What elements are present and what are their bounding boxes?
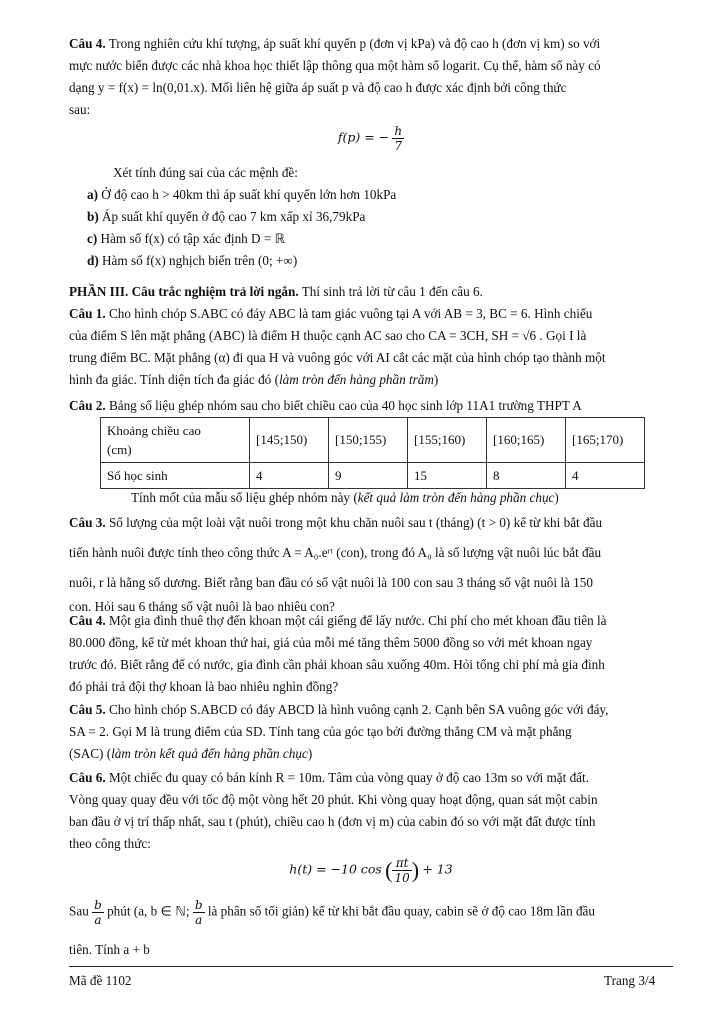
c3-line2: tiến hành nuôi được tính theo công thức A = A₀.eʳᵗ (con), trong đó A₀ là số lượng vật nuôi lúc bắt đầu bbox=[69, 545, 602, 560]
q4-frac-num: h bbox=[394, 124, 403, 138]
c3-line1: Số lượng của một loài vật nuôi trong một khu chăn nuôi sau t (tháng) (t > 0) kể từ khi bắt đầu bbox=[108, 515, 603, 530]
c4-line2: 80.000 đồng, kể từ mét khoan thứ hai, giá của mỗi mé tăng thêm 5000 đồng so với mét khoan ngay bbox=[69, 635, 593, 650]
table-row bbox=[101, 463, 645, 489]
q4-prompt: Xét tính đúng sai của các mệnh đề: bbox=[113, 165, 298, 180]
frac-den: a bbox=[195, 913, 203, 927]
c5-line3 bbox=[69, 743, 673, 765]
c6-formula-rhs: + 13 bbox=[422, 861, 453, 877]
c4-label: Câu 4. bbox=[69, 613, 106, 628]
c4-block bbox=[69, 610, 673, 698]
c1-line4-text: hình đa giác. Tính diện tích đa giác đó ( bbox=[69, 372, 279, 387]
c5-line1: Cho hình chóp S.ABCD có đáy ABCD là hình vuông cạnh 2. Cạnh bên SA vuông góc với đáy, bbox=[108, 702, 609, 717]
option-text: Hàm số f(x) nghịch biến trên (0; +∞) bbox=[102, 253, 298, 268]
q4-option-a bbox=[69, 184, 673, 206]
c4-line4: đó phải trả đội thợ khoan là bao nhiêu nghìn đồng? bbox=[69, 679, 339, 694]
c6-line5-a: Sau bbox=[69, 903, 89, 919]
q4-line4: sau: bbox=[69, 102, 91, 117]
row1-head-a: Khoảng chiều cao bbox=[107, 423, 201, 438]
option-key: b) bbox=[87, 209, 99, 224]
table-cell: 4 bbox=[250, 463, 329, 489]
option-text: Ở độ cao h > 40km thì áp suất khí quyển lớn hơn 10kPa bbox=[101, 187, 397, 202]
c6-line1: Một chiếc đu quay có bán kính R = 10m. Tâm của vòng quay ở độ cao 13m so với mặt đất. bbox=[108, 770, 589, 785]
c1-line3: trung điểm BC. Mặt phẳng (α) đi qua H và vuông góc với AI cắt các mặt của hình chóp tạo thành một bbox=[69, 350, 606, 365]
q4-option-b bbox=[69, 206, 673, 228]
c6-line3: ban đầu ở vị trí thấp nhất, sau t (phút), chiều cao h (đơn vị m) của cabin đó so với mặt đất được tính bbox=[69, 814, 596, 829]
c1-line2: của điểm S lên mặt phẳng (ABC) là điểm H thuộc cạnh AC sao cho CA = 3CH, SH = √6 . Gọi I là bbox=[69, 328, 587, 343]
c2-label: Câu 2. bbox=[69, 398, 106, 413]
option-key: a) bbox=[87, 187, 98, 202]
c6-line6: tiên. Tính a + b bbox=[69, 942, 150, 957]
fraction-b-over-a bbox=[193, 898, 205, 927]
c6-line5 bbox=[69, 898, 673, 927]
c6-block bbox=[69, 767, 673, 855]
fraction-b-over-a bbox=[92, 898, 104, 927]
q4-line2: mực nước biển được các nhà khoa học thiết lập thông qua một hàm số logarit. Cụ thể, hàm số này có bbox=[69, 58, 601, 73]
c6-frac-num: πt bbox=[392, 856, 411, 871]
c1-line4 bbox=[69, 369, 673, 391]
c5-note: làm tròn kết quả đến hàng phần chục bbox=[111, 746, 308, 761]
c1-note: làm tròn đến hàng phần trăm bbox=[278, 372, 434, 387]
c6-line5-b: phút (a, b ∈ ℕ; bbox=[107, 903, 190, 919]
frac-num: b bbox=[194, 898, 203, 912]
c1-line1: Cho hình chóp S.ABC có đáy ABC là tam giác vuông tại A với AB = 3, BC = 6. Hình chiếu bbox=[108, 306, 593, 321]
c2-intro bbox=[69, 395, 673, 417]
table-cell: [155;160) bbox=[408, 418, 487, 463]
table-cell: 8 bbox=[487, 463, 566, 489]
frac-num: b bbox=[94, 898, 102, 912]
option-key: d) bbox=[87, 253, 99, 268]
c6-label: Câu 6. bbox=[69, 770, 106, 785]
c2-caption-note: kết quả làm tròn đến hàng phần chục bbox=[357, 490, 555, 505]
table-cell: 4 bbox=[566, 463, 645, 489]
c6-line4: theo công thức: bbox=[69, 836, 151, 851]
c2-caption-text: Tính mốt của mẫu số liệu ghép nhóm này ( bbox=[131, 490, 358, 505]
table-cell: [150;155) bbox=[329, 418, 408, 463]
c2-text: Bảng số liệu ghép nhóm sau cho biết chiều cao của 40 học sinh lớp 11A1 trường THPT A bbox=[108, 398, 582, 413]
c5-label: Câu 5. bbox=[69, 702, 106, 717]
q4-formula-fraction bbox=[392, 124, 404, 153]
c5-line3-text: (SAC) ( bbox=[69, 746, 112, 761]
c1-line4-end: ) bbox=[433, 372, 439, 387]
exam-code: Mã đề 1102 bbox=[69, 973, 132, 988]
c3-line3: nuôi, r là hằng số dương. Biết rằng ban đầu có số vật nuôi là 100 con sau 3 tháng số vật nuôi là 150 bbox=[69, 575, 593, 590]
table-cell: 9 bbox=[329, 463, 408, 489]
c5-line3-end: ) bbox=[307, 746, 313, 761]
table-cell: 15 bbox=[408, 463, 487, 489]
footer-divider bbox=[69, 966, 673, 967]
page-number: Trang 3/4 bbox=[604, 973, 656, 988]
option-key: c) bbox=[87, 231, 98, 246]
table-header-cell bbox=[101, 418, 250, 463]
q4-line1: Trong nghiên cứu khí tượng, áp suất khí quyển p (đơn vị kPa) và độ cao h (đơn vị km) so với bbox=[108, 36, 601, 51]
q4-formula-lhs: f(p) = − bbox=[337, 129, 390, 145]
c3-line4: con. Hỏi sau 6 tháng số vật nuôi là bao nhiêu con? bbox=[69, 599, 335, 614]
q4-frac-den: 7 bbox=[394, 139, 403, 153]
c5-block bbox=[69, 699, 673, 765]
q4-line3: dạng y = f(x) = ln(0,01.x). Mối liên hệ giữa áp suất p và độ cao h được xác định bởi công thức bbox=[69, 80, 567, 95]
option-text: Hàm số f(x) có tập xác định D = ℝ bbox=[100, 231, 286, 246]
paren-close: ) bbox=[411, 857, 420, 883]
row1-head-b: (cm) bbox=[107, 442, 132, 457]
table-row bbox=[101, 418, 645, 463]
c1-label: Câu 1. bbox=[69, 306, 106, 321]
q4-option-c bbox=[69, 228, 673, 250]
c6-formula-fraction bbox=[392, 856, 411, 885]
part3-title: PHẦN III. Câu trắc nghiệm trả lời ngắn. bbox=[69, 284, 299, 299]
q4-label: Câu 4. bbox=[69, 36, 106, 51]
c6-formula-lhs: h(t) = −10 cos bbox=[289, 861, 382, 877]
q4-formula bbox=[69, 124, 673, 153]
c6-formula bbox=[69, 856, 673, 885]
table-header-cell: Số học sinh bbox=[101, 463, 250, 489]
c6-line5-c: là phân số tối giản) kể từ khi bắt đầu quay, cabin sẽ ở độ cao 18m lần đầu bbox=[207, 903, 596, 919]
grouped-data-table bbox=[100, 417, 645, 489]
c1-block bbox=[69, 303, 673, 391]
part3-heading bbox=[69, 281, 673, 303]
c6-line2: Vòng quay quay đều với tốc độ một vòng hết 20 phút. Khi vòng quay hoạt động, quan sát một cabin bbox=[69, 792, 598, 807]
c4-line3: trước đó. Biết rằng để có nước, gia đình cần phải khoan sâu xuống 40m. Hỏi tổng chi phí mà gia đình bbox=[69, 657, 605, 672]
table-cell: [165;170) bbox=[566, 418, 645, 463]
table-cell: [145;150) bbox=[250, 418, 329, 463]
c4-line1: Một gia đình thuê thợ đến khoan một cái giếng để lấy nước. Chi phí cho mét khoan đầu tiên là bbox=[108, 613, 607, 628]
c2-caption-end: ) bbox=[554, 490, 559, 505]
table-cell: [160;165) bbox=[487, 418, 566, 463]
paren-open: ( bbox=[385, 857, 393, 883]
c6-frac-den: 10 bbox=[394, 871, 410, 885]
frac-den: a bbox=[94, 913, 102, 927]
c3-label: Câu 3. bbox=[69, 515, 106, 530]
c5-line2: SA = 2. Gọi M là trung điểm của SD. Tính tang của góc tạo bởi đường thẳng CM và mặt phẳng bbox=[69, 724, 572, 739]
c3-block bbox=[69, 511, 673, 619]
part3-instruction: Thí sinh trả lời từ câu 1 đến câu 6. bbox=[298, 284, 483, 299]
c2-caption bbox=[69, 487, 673, 509]
option-text: Áp suất khí quyển ở độ cao 7 km xấp xỉ 36,79kPa bbox=[102, 209, 366, 224]
q4-option-d bbox=[69, 250, 673, 272]
q4-block bbox=[69, 33, 673, 121]
